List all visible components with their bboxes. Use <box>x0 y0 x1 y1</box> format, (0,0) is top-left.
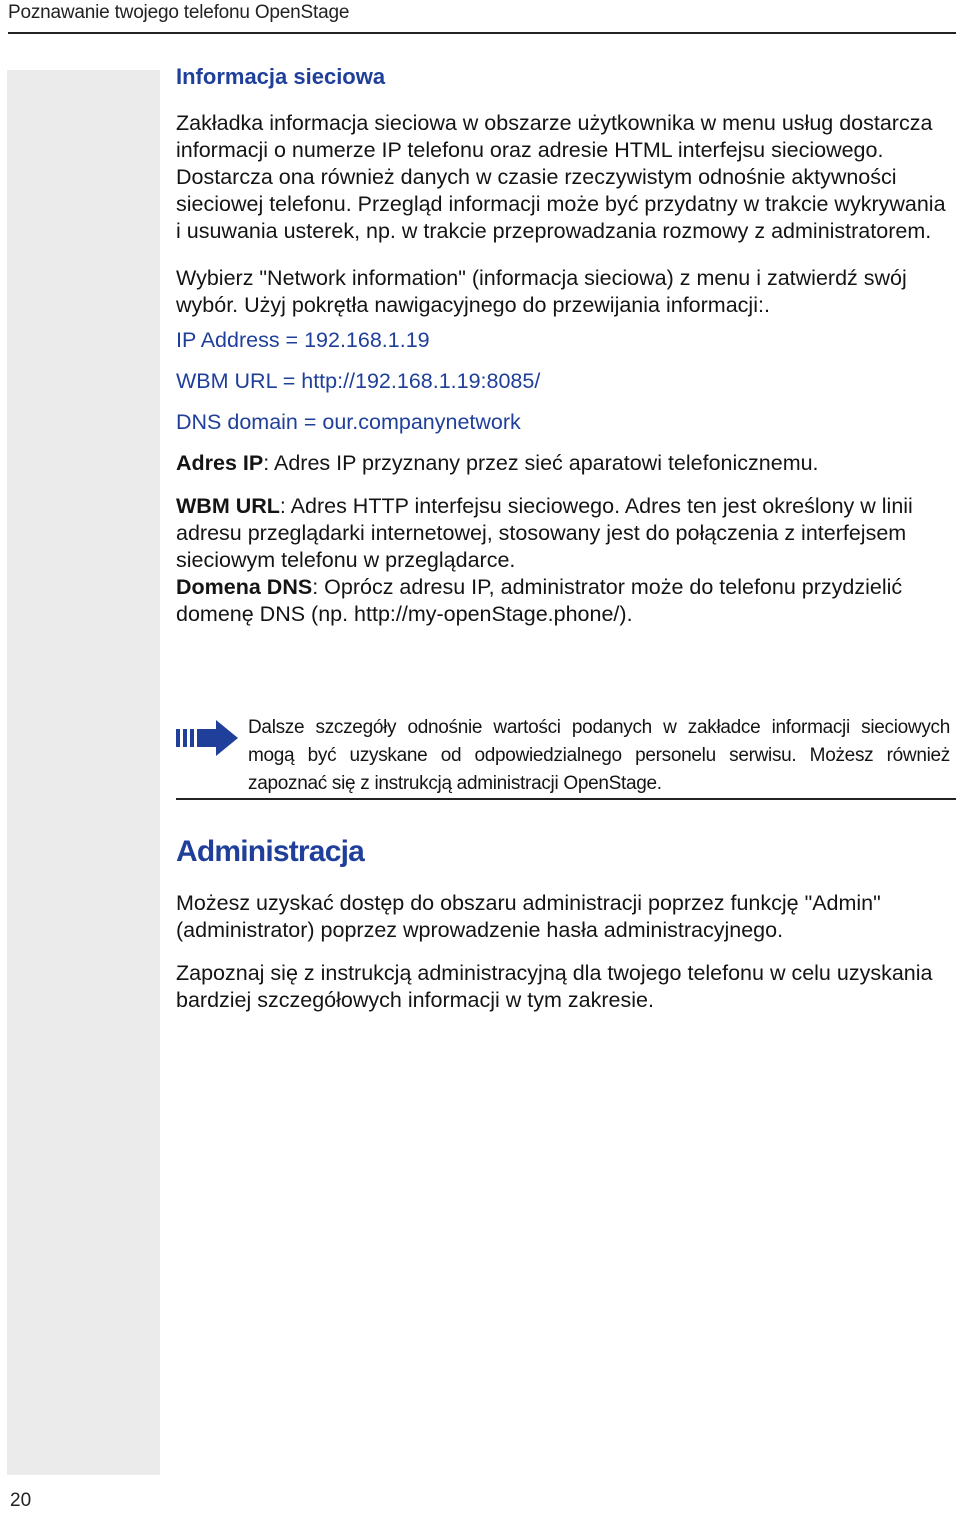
definition-wbm-text: : Adres HTTP interfejsu sieciowego. Adres ten jest określony w linii adresu przeglądarki internetowej, stosowany jest do połączenia z interfejsem sieciowym telefonu w przeglądarce. <box>176 494 913 572</box>
note-text: Dalsze szczegóły odnośnie wartości podanych w zakładce informacji sieciowych mogą być uzyskane od odpowiedzialnego personelu serwisu. Możesz również zapoznać się z instrukcją administracji OpenStage. <box>248 717 950 794</box>
dns-domain-line: DNS domain = our.companynetwork <box>176 410 521 434</box>
margin-sidebar <box>7 70 160 1475</box>
network-info-section <box>176 62 956 628</box>
header-rule <box>8 32 956 34</box>
definition-wbm <box>176 493 956 574</box>
network-info-select-instruction: Wybierz "Network information" (informacja sieciowa) z menu i zatwierdź swój wybór. Użyj pokrętła nawigacyjnego do przewijania informacji:. <box>176 266 907 317</box>
definition-ip-text: : Adres IP przyznany przez sieć aparatowi telefonicznemu. <box>263 451 819 475</box>
section-title-network-info: Informacja sieciowa <box>176 64 386 89</box>
definition-dns-term: Domena DNS <box>176 575 313 599</box>
definition-dns-text: : Oprócz adresu IP, administrator może do telefonu przydzielić domenę DNS (np. http://my-openStage.phone/). <box>176 575 903 626</box>
administration-paragraph-2: Zapoznaj się z instrukcją administracyjną dla twojego telefonu w celu uzyskania bardziej szczegółowych informacji w tym zakresie. <box>176 961 933 1012</box>
arrow-right-icon <box>176 720 238 756</box>
definition-wbm-term: WBM URL <box>176 494 280 518</box>
definition-dns <box>176 574 956 628</box>
definition-ip-term: Adres IP <box>176 451 264 475</box>
administration-section <box>176 890 956 1030</box>
wbm-url-line: WBM URL = http://192.168.1.19:8085/ <box>176 369 541 393</box>
ip-address-line: IP Address = 192.168.1.19 <box>176 328 430 352</box>
section-title-administration: Administracja <box>176 835 364 868</box>
page-header-title: Poznawanie twojego telefonu OpenStage <box>8 2 350 23</box>
page-number: 20 <box>10 1490 32 1511</box>
administration-paragraph-1: Możesz uzyskać dostęp do obszaru administracji poprzez funkcję "Admin" (administrator) poprzez wprowadzenie hasła administracyjnego. <box>176 891 881 942</box>
network-info-intro: Zakładka informacja sieciowa w obszarze użytkownika w menu usług dostarcza informacji o numerze IP telefonu oraz adresie HTML interfejsu sieciowego. Dostarcza ona również danych w czasie rzeczywistym odnośnie aktywności sieciowej telefonu. Przegląd informacji może być przydatny w trakcie wykrywania i usuwania usterek, np. w trakcie przeprowadzania rozmowy z administratorem. <box>176 111 946 243</box>
note-box <box>176 710 956 800</box>
definition-ip <box>176 450 956 477</box>
